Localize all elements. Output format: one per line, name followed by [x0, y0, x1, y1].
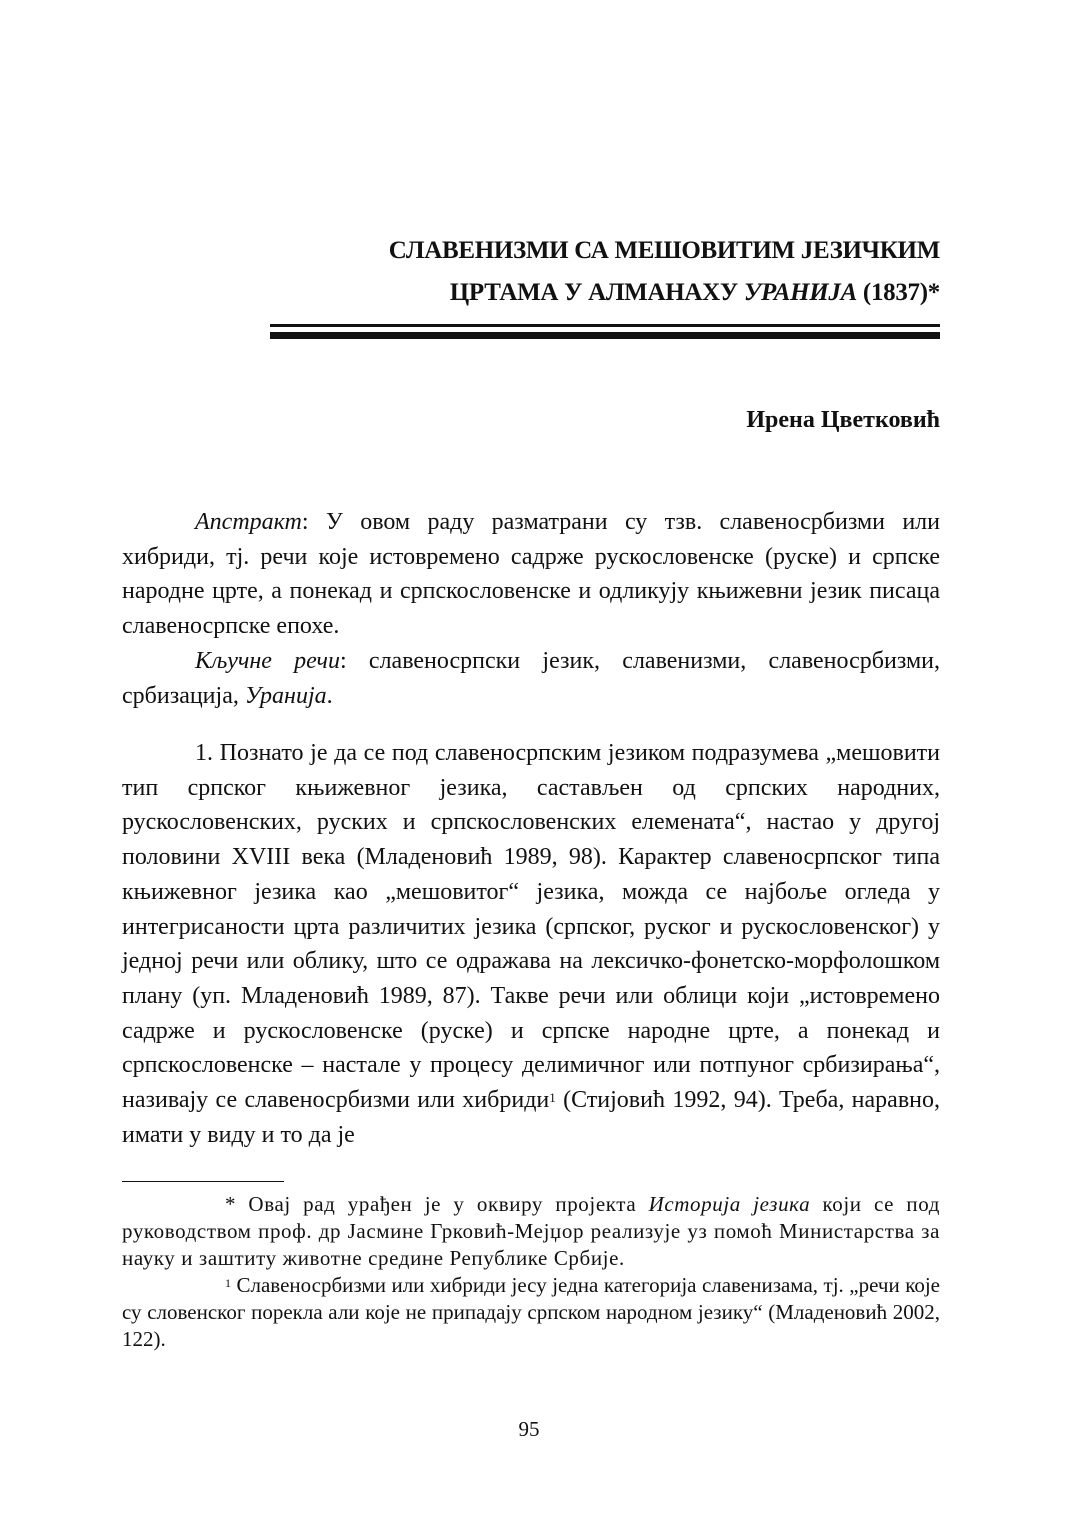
- article-title: [270, 230, 940, 314]
- keywords-text: : славеносрпски језик, славенизми, славеносрбизми, србизација,: [122, 647, 940, 709]
- footnote-ref-1[interactable]: 1: [549, 1090, 556, 1106]
- keywords-italic: Уранија: [244, 682, 327, 709]
- project-name: Историја језика: [648, 1192, 811, 1216]
- footnote-1-mark: 1: [225, 1276, 231, 1290]
- title-rule-thick: [270, 332, 940, 339]
- section-1-text: 1. Познато је да се под славеносрпским језиком подразумева „мешовити тип српског књижевног језика, састављен од српских народних, рускословенских, руских и српскословенских елемената“, настао у другој половини XVIII века (Младеновић 1989, 98). Карактер славеносрпског типа књижевног језика као „мешовитог“ језика, можда се најбоље огледа у интегрисаности црта различитих језика (српског, руског и рускословенског) у једној речи или облику, што се одражава на лексичко-фонетско-морфолошком плану (уп. Младеновић 1989, 87). Такве речи или облици који „истовремено садрже и рускословенске (руске) и српске народне црте, а понекад и српскословенске – настале у процесу делимичног или потпуног србизирања“, називају се славеносрбизми или хибриди: [122, 740, 940, 1114]
- title-rule-thin: [270, 324, 940, 327]
- footnote-star-end: који се под руководством проф. др Јасмине Грковић-Мејџор реализује уз помоћ Министарства за науку и заштиту животне средине Републике Србије.: [122, 1192, 940, 1270]
- footnote-star-start: * Овај рад урађен је у оквиру пројекта: [225, 1192, 649, 1216]
- abstract-text: : У овом раду разматрани су тзв. славеносрбизми или хибриди, тј. речи које истовремено садрже рускословенске (руске) и српске народне црте, а понекад и српскословенске и одликују књижевни језик писаца славеносрпске епохе.: [122, 509, 940, 640]
- footnote-separator: [122, 1181, 284, 1182]
- title-line-1: СЛАВЕНИЗМИ СА МЕШОВИТИМ ЈЕЗИЧКИМ: [388, 237, 940, 264]
- abstract-label: Апстракт: [195, 509, 302, 535]
- title-line-2-end: (1837)*: [856, 279, 940, 306]
- section-1-text-end: (Стијовић 1992, 94). Треба, наравно, имати у виду и то да је: [122, 1087, 940, 1148]
- footnote-1: [122, 1272, 940, 1353]
- main-text: [122, 736, 940, 1152]
- abstract-paragraph: [122, 505, 940, 644]
- keywords-label: Кључне речи: [195, 647, 340, 674]
- footnote-1-text: Славеносрбизми или хибриди јесу једна категорија славенизама, тј. „речи које су словенског порекла али које не припадају српском народном језику“ (Младеновић 2002, 122).: [122, 1273, 940, 1351]
- page-number: 95: [518, 1417, 540, 1441]
- footnote-star: [122, 1191, 940, 1272]
- title-line-2-start: ЦРТАМА У АЛМАНАХУ: [449, 279, 744, 306]
- title-line-2: [270, 272, 940, 314]
- keywords-end: .: [326, 682, 333, 709]
- footnotes: [122, 1191, 940, 1353]
- keywords-paragraph: [122, 644, 940, 713]
- section-1-paragraph: [122, 736, 940, 1152]
- author-name: Ирена Цветковић: [746, 407, 940, 433]
- abstract-section: [122, 505, 940, 713]
- title-almanac-name: УРАНИЈА: [743, 279, 857, 306]
